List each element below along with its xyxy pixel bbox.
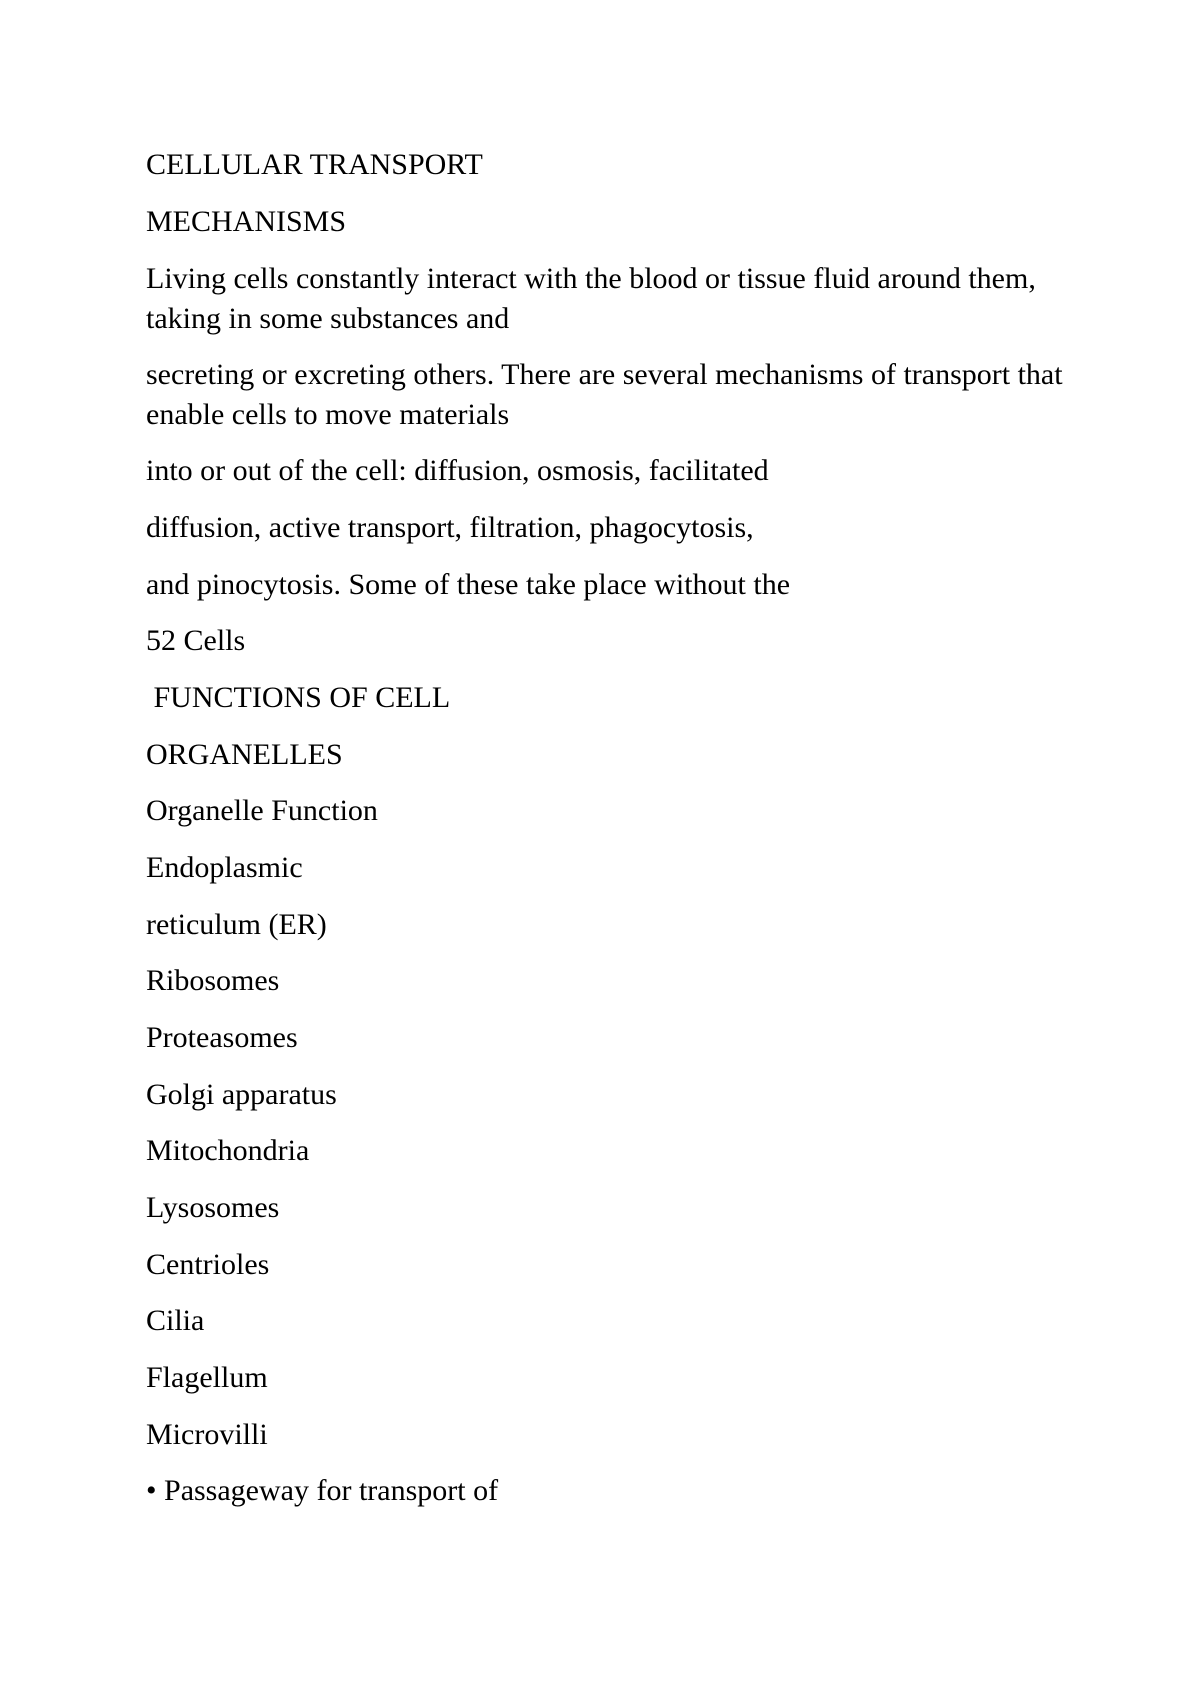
paragraph-line: secreting or excreting others. There are several mechanisms of transport that enable cells to move materials — [146, 358, 1063, 431]
organelle-item: Microvilli — [146, 1418, 268, 1451]
organelle-item: Mitochondria — [146, 1134, 310, 1167]
paragraph-line: Living cells constantly interact with the blood or tissue fluid around them, taking in some substances and — [146, 262, 1036, 335]
paragraph-line: diffusion, active transport, filtration, phagocytosis, — [146, 511, 754, 544]
heading-mechanisms: MECHANISMS — [146, 205, 347, 238]
heading-organelles: ORGANELLES — [146, 738, 343, 771]
organelle-item: Lysosomes — [146, 1191, 280, 1224]
organelle-item: reticulum (ER) — [146, 908, 327, 941]
paragraph-line: and pinocytosis. Some of these take place without the — [146, 568, 791, 601]
function-bullet-item: • Passageway for transport of — [146, 1474, 499, 1507]
organelle-item: Proteasomes — [146, 1021, 298, 1054]
paragraph-line: into or out of the cell: diffusion, osmosis, facilitated — [146, 454, 769, 487]
organelle-item: Endoplasmic — [146, 851, 303, 884]
heading-cellular-transport: CELLULAR TRANSPORT — [146, 148, 483, 181]
organelle-item: Cilia — [146, 1304, 205, 1337]
heading-functions-of-cell: FUNCTIONS OF CELL — [146, 681, 451, 714]
organelle-item: Ribosomes — [146, 964, 280, 997]
organelle-item: Flagellum — [146, 1361, 268, 1394]
organelle-item: Centrioles — [146, 1248, 270, 1281]
page-footer-label: 52 Cells — [146, 624, 246, 657]
table-header: Organelle Function — [146, 794, 378, 827]
organelle-item: Golgi apparatus — [146, 1078, 337, 1111]
